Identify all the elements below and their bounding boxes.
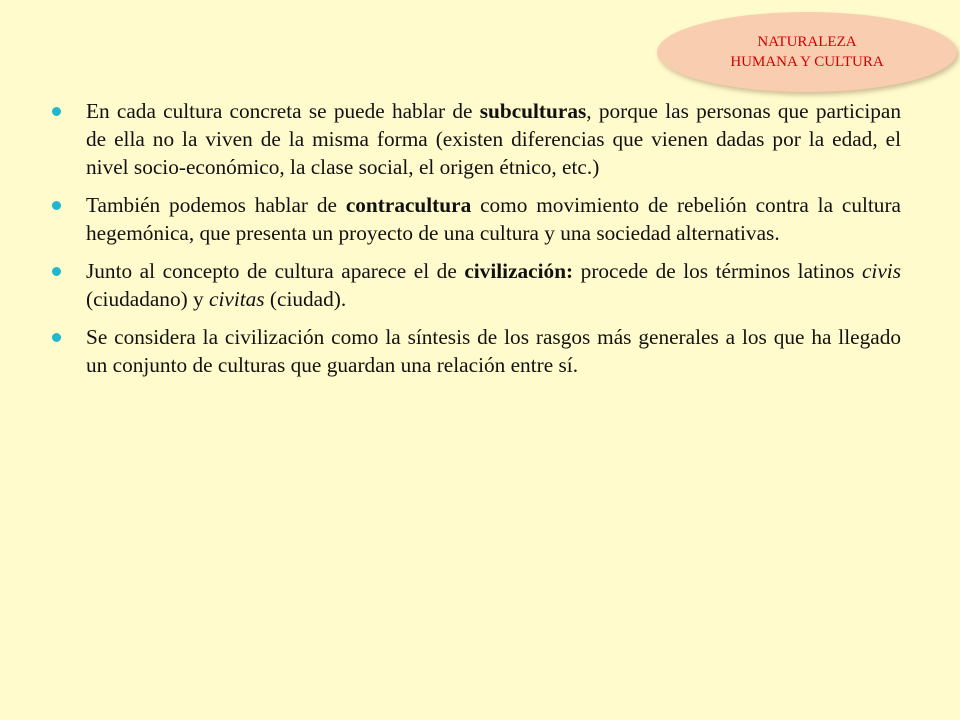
topic-badge-line1: NATURALEZA — [757, 34, 857, 50]
bullet-item-civilizacion — [52, 257, 901, 313]
bullet-item-contracultura — [52, 191, 901, 247]
bullet-text-segment: Junto al concepto de cultura aparece el de — [86, 259, 465, 283]
bullet-text-segment: , porque las personas que participan de ella no la viven de la misma forma (existen diferencias que vienen dadas por la edad, el nivel socio-económico, la clase social, el origen étnico, etc.) — [86, 99, 901, 179]
bullet-text-segment: procede de los términos latinos — [573, 259, 862, 283]
bullet-text-segment: (ciudadano) y — [86, 287, 209, 311]
topic-badge-text — [657, 32, 957, 72]
bullet-text — [86, 257, 901, 313]
bullet-text: Se considera la civilización como la síntesis de los rasgos más generales a los que ha llegado un conjunto de culturas que guardan una relación entre sí. — [86, 325, 901, 377]
bullet-item-subculturas — [52, 97, 901, 181]
bullet-term-civis: civis — [861, 259, 901, 283]
bullet-text-segment: También podemos hablar de — [86, 193, 346, 217]
bullet-term-civitas: civitas — [209, 287, 265, 311]
bullet-text-segment: En cada cultura concreta se puede hablar de — [86, 99, 480, 123]
bullet-text-segment: como movimiento de rebelión contra la cultura hegemónica, que presenta un proyecto de una cultura y una sociedad alternativas. — [86, 193, 901, 245]
bullet-term-subculturas: subculturas — [479, 99, 587, 123]
bullet-term-civilizacion: civilización: — [464, 259, 574, 283]
topic-badge — [657, 12, 957, 92]
bullet-dot-icon — [52, 333, 61, 342]
bullet-list — [52, 97, 901, 389]
bullet-term-contracultura: contracultura — [345, 193, 472, 217]
bullet-dot-icon — [52, 267, 61, 276]
bullet-text — [86, 97, 901, 181]
bullet-text — [86, 191, 901, 247]
bullet-text-segment: (ciudad). — [264, 287, 347, 311]
topic-badge-line2: HUMANA Y CULTURA — [730, 54, 884, 70]
bullet-dot-icon — [52, 107, 61, 116]
bullet-dot-icon — [52, 201, 61, 210]
bullet-item-sintesis — [52, 323, 901, 379]
